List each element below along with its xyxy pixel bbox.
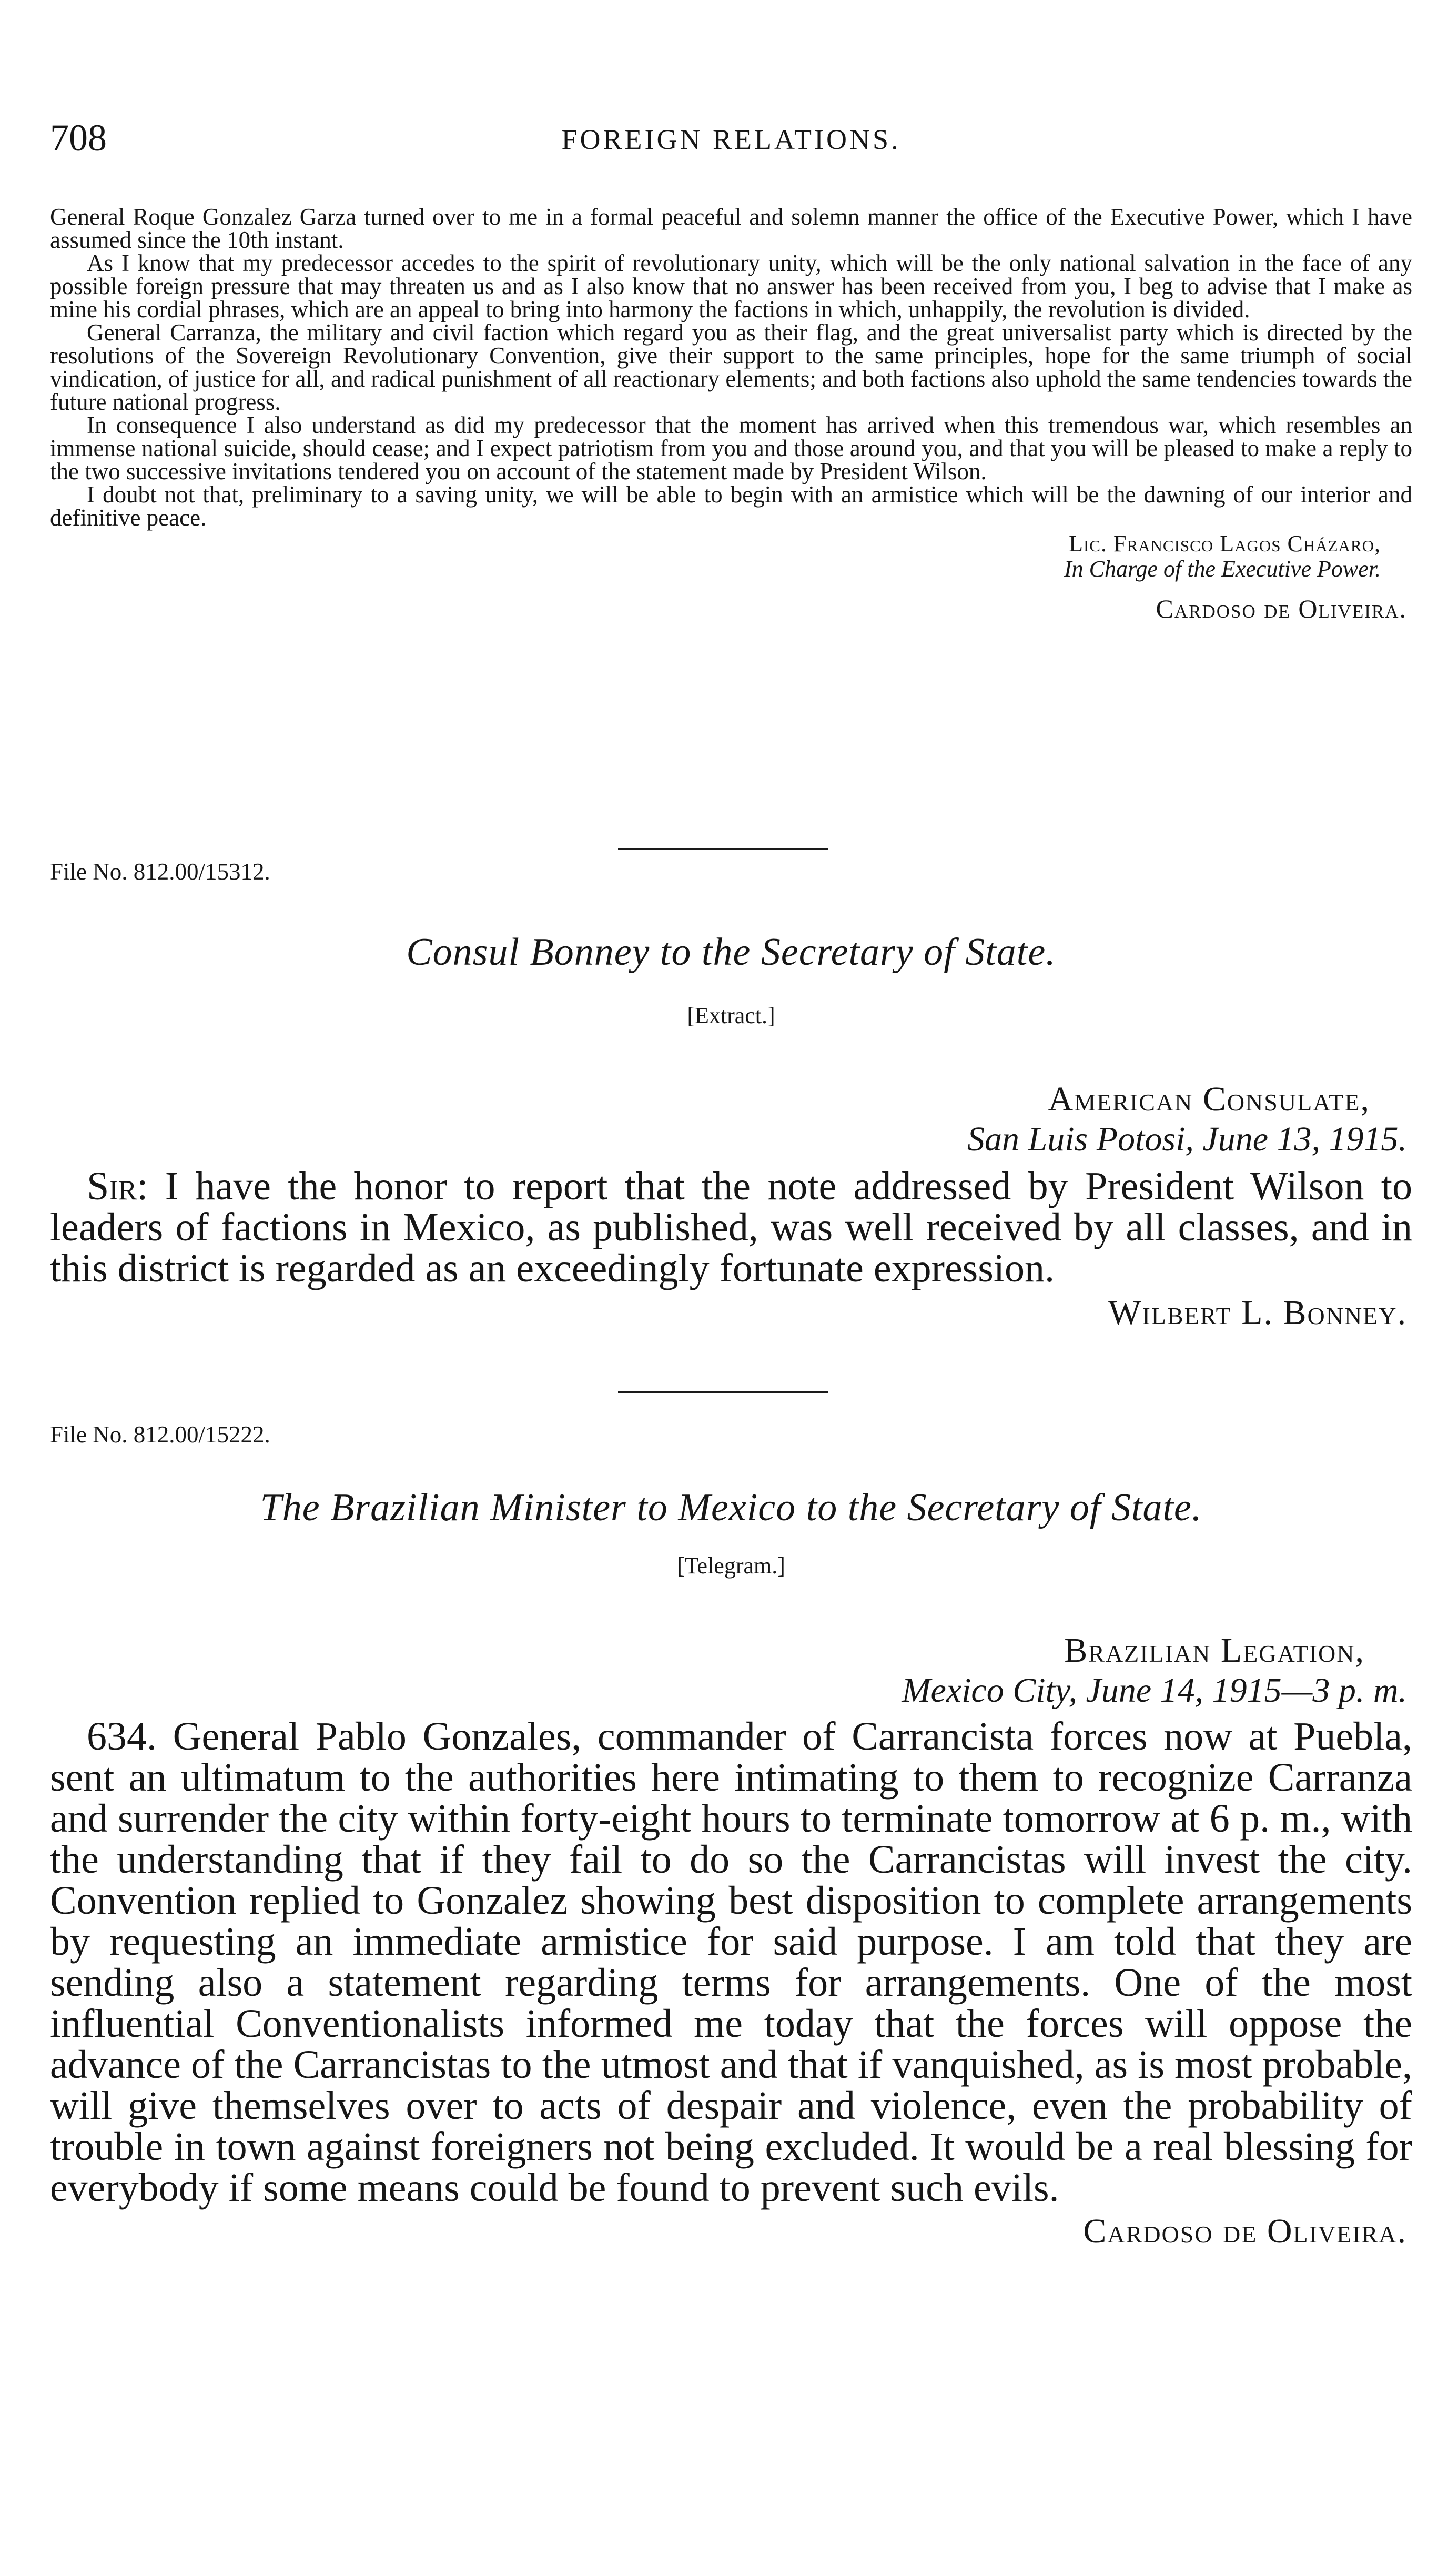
signature: Cardoso de Oliveira.	[1083, 2212, 1407, 2250]
signer-name: Lic. Francisco Lagos Cházaro,	[1069, 531, 1381, 557]
paragraph: General Carranza, the military and civil faction which regard you as their flag, and the great universalist party which is directed by the resolutions of the Sovereign Revolutionary Convention, give their support to the same principles, hope for the same triumph of social vindication, of justice for all, and radical punishment of all reactionary elements; and both factions also uphold the same tendencies towards the future national progress.	[50, 319, 1412, 415]
signature: Wilbert L. Bonney.	[1108, 1294, 1407, 1332]
dateline: Mexico City, June 14, 1915—3 p. m.	[902, 1671, 1407, 1710]
place-line: American Consulate,	[1048, 1080, 1370, 1118]
salutation: Sir:	[87, 1164, 148, 1208]
first-document	[50, 205, 1412, 624]
divider-rule	[618, 1391, 828, 1393]
divider-rule	[618, 848, 828, 850]
second-document	[50, 858, 1412, 1333]
body-text: 634. General Pablo Gonzales, commander of Carrancista forces now at Puebla, sent an ultimatum to the authorities here intimating to them to recognize Carranza and surrender the city within forty-eight hours to terminate tomorrow at 6 p. m., with the understanding that if they fail to do so the Carrancistas will invest the city. Convention replied to Gonzalez showing best disposition to complete arrangements by requesting an immediate armistice for said purpose. I am told that they are sending also a statement regarding terms for arrangements. One of the most influential Conventionalists informed me today that the forces will oppose the advance of the Carrancistas to the utmost and that if vanquished, as is most probable, will give themselves over to acts of despair and violence, even the probability of trouble in town against foreigners not being excluded. It would be a real blessing for everybody if some means could be found to prevent such evils.	[50, 1714, 1412, 2210]
dateline: San Luis Potosi, June 13, 1915.	[967, 1120, 1407, 1158]
paragraph: I doubt not that, preliminary to a saving unity, we will be able to begin with an armistice which will be the dawning of our interior and definitive peace.	[50, 481, 1412, 531]
third-document	[50, 1421, 1412, 2251]
document-note: [Extract.]	[687, 1003, 775, 1028]
telegram-body	[50, 1716, 1412, 2208]
page-header	[50, 117, 1412, 159]
paragraph: In consequence I also understand as did my predecessor that the moment has arrived when this tremendous war, which resembles an immense national suicide, should cease; and I expect patriotism from you and those around you, and that you will be pleased to make a reply to the two successive invitations tendered you on account of the statement made by President Wilson.	[50, 412, 1412, 484]
file-number: File No. 812.00/15312.	[50, 858, 270, 885]
page-number: 708	[50, 117, 107, 159]
file-number: File No. 812.00/15222.	[50, 1421, 270, 1448]
signer-title: In Charge of the Executive Power.	[1064, 556, 1381, 582]
body-text: I have the honor to report that the note addressed by President Wilson to leaders of factions in Mexico, as published, was well received by all classes, and in this district is regarded as an exceedingly fortunate expression.	[50, 1164, 1412, 1290]
document-note: [Telegram.]	[677, 1553, 785, 1579]
document-title: Consul Bonney to the Secretary of State.	[406, 931, 1056, 974]
document-title: The Brazilian Minister to Mexico to the Secretary of State.	[260, 1486, 1202, 1529]
transmitter-signature: Cardoso de Oliveira.	[1156, 594, 1407, 623]
letter-body	[50, 1166, 1412, 1289]
place-line: Brazilian Legation,	[1064, 1631, 1365, 1670]
paragraph: General Roque Gonzalez Garza turned over to me in a formal peaceful and solemn manner the office of the Executive Power, which I have assumed since the 10th instant.	[50, 204, 1412, 253]
paragraph: As I know that my predecessor accedes to the spirit of revolutionary unity, which will be the only national salvation in the face of any possible foreign pressure that may threaten us and as I also know that no answer has been received from you, I beg to advise that I make as mine his cordial phrases, which are an appeal to bring into harmony the factions in which, unhappily, the revolution is divided.	[50, 250, 1412, 322]
first-document-body	[50, 205, 1412, 529]
running-head: FOREIGN RELATIONS.	[561, 124, 901, 155]
document-page	[50, 0, 1412, 2576]
